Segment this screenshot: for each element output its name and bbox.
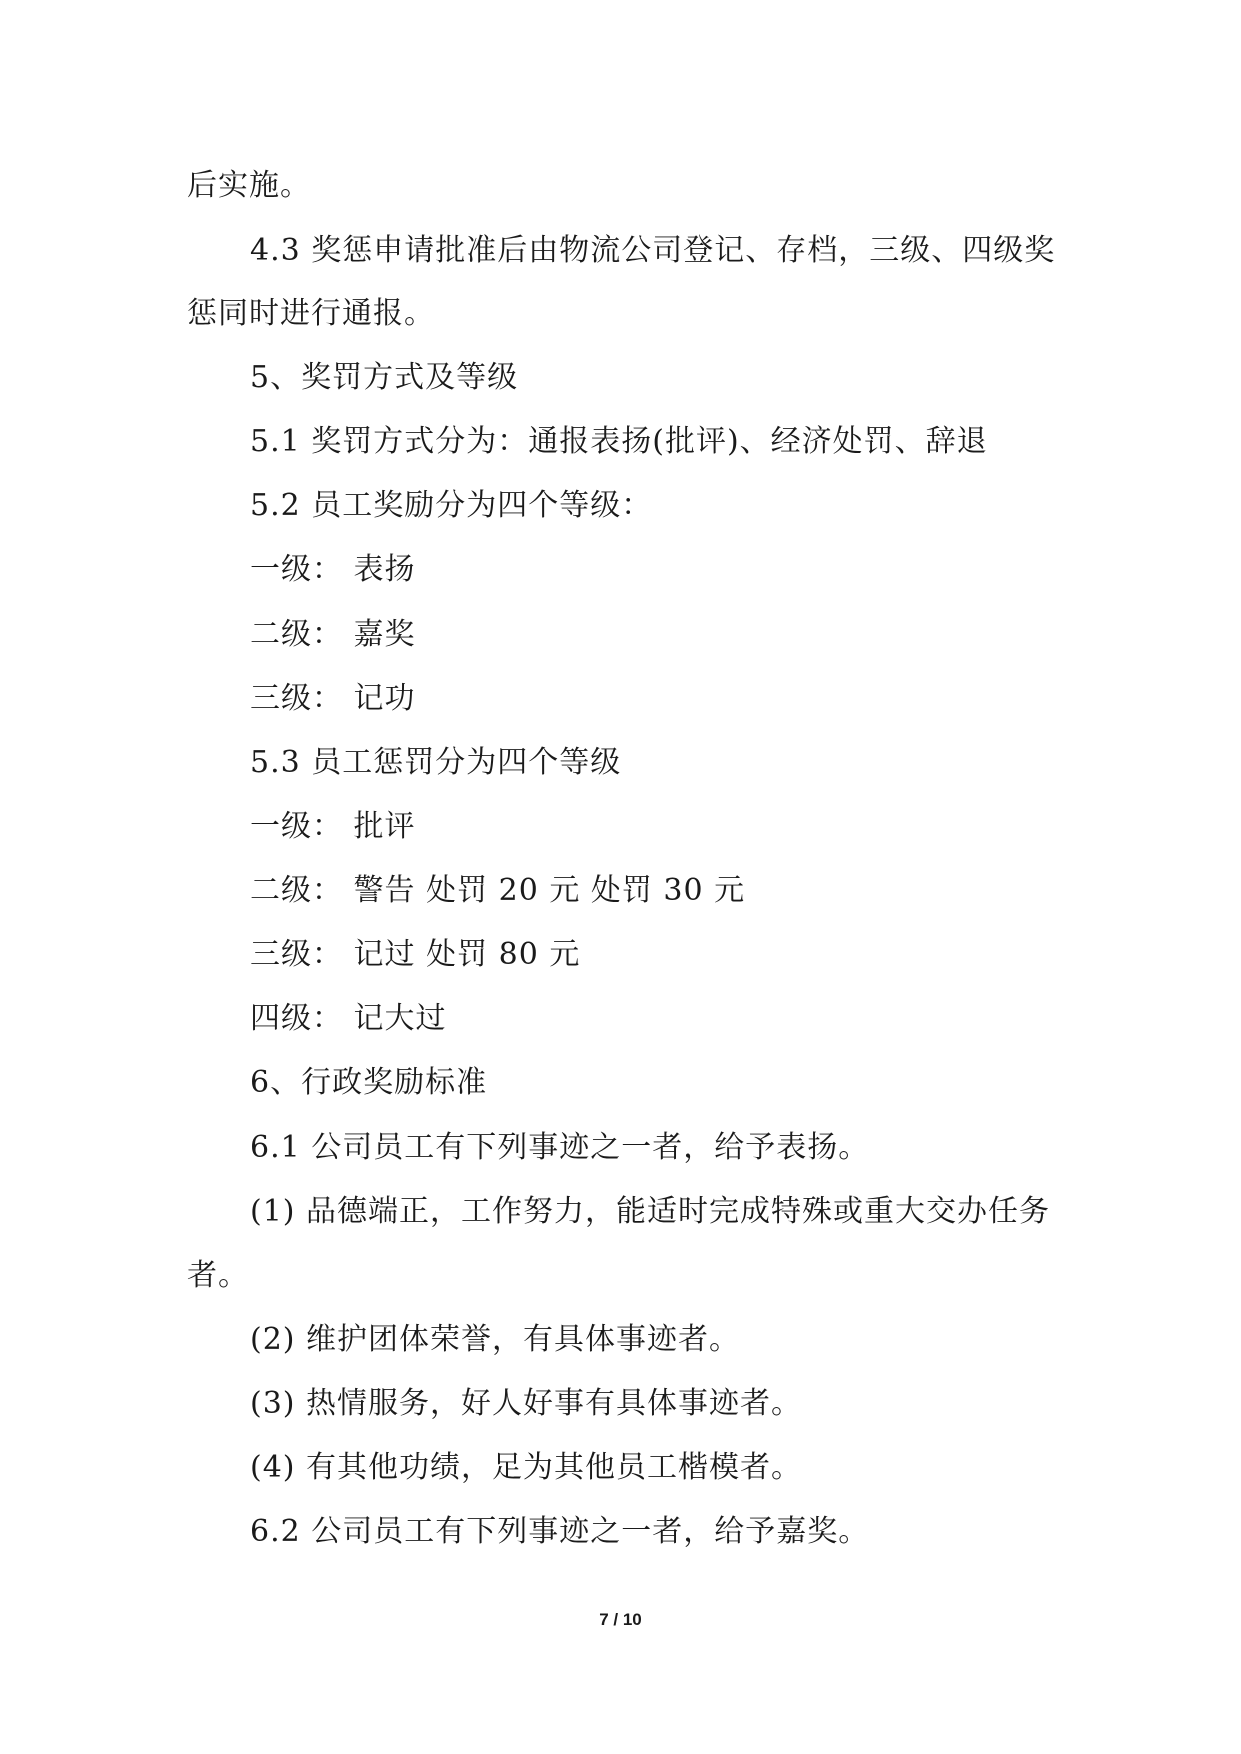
- paragraph-line: 5.1 奖罚方式分为：通报表扬(批评)、经济处罚、辞退: [250, 424, 988, 459]
- paragraph-line: 者。: [187, 1258, 249, 1293]
- list-item: 一级： 表扬: [250, 552, 416, 587]
- list-item: (3) 热情服务，好人好事有具体事迹者。: [250, 1386, 803, 1421]
- list-item: (4) 有其他功绩，足为其他员工楷模者。: [250, 1450, 803, 1485]
- list-item: 一级： 批评: [250, 809, 416, 844]
- paragraph-line: 惩同时进行通报。: [187, 296, 435, 331]
- paragraph-line: 后实施。: [187, 168, 311, 203]
- section-heading: 6、行政奖励标准: [250, 1065, 488, 1100]
- paragraph-line: 6.2 公司员工有下列事迹之一者，给予嘉奖。: [250, 1514, 870, 1549]
- list-item: 二级： 警告 处罚 20 元 处罚 30 元: [250, 873, 746, 908]
- list-item: 三级： 记功: [250, 681, 416, 716]
- paragraph-line: 5.3 员工惩罚分为四个等级: [250, 745, 622, 780]
- list-item: 二级： 嘉奖: [250, 617, 416, 652]
- page-number: 7 / 10: [599, 1610, 642, 1629]
- paragraph-line: 4.3 奖惩申请批准后由物流公司登记、存档，三级、四级奖: [250, 233, 1056, 268]
- list-item: 四级： 记大过: [250, 1001, 447, 1036]
- paragraph-line: 5.2 员工奖励分为四个等级：: [250, 488, 653, 523]
- list-item: 三级： 记过 处罚 80 元: [250, 937, 581, 972]
- paragraph-line: 6.1 公司员工有下列事迹之一者，给予表扬。: [250, 1130, 870, 1165]
- list-item: (1) 品德端正，工作努力，能适时完成特殊或重大交办任务: [250, 1194, 1051, 1229]
- list-item: (2) 维护团体荣誉，有具体事迹者。: [250, 1322, 741, 1357]
- section-heading: 5、奖罚方式及等级: [250, 360, 519, 395]
